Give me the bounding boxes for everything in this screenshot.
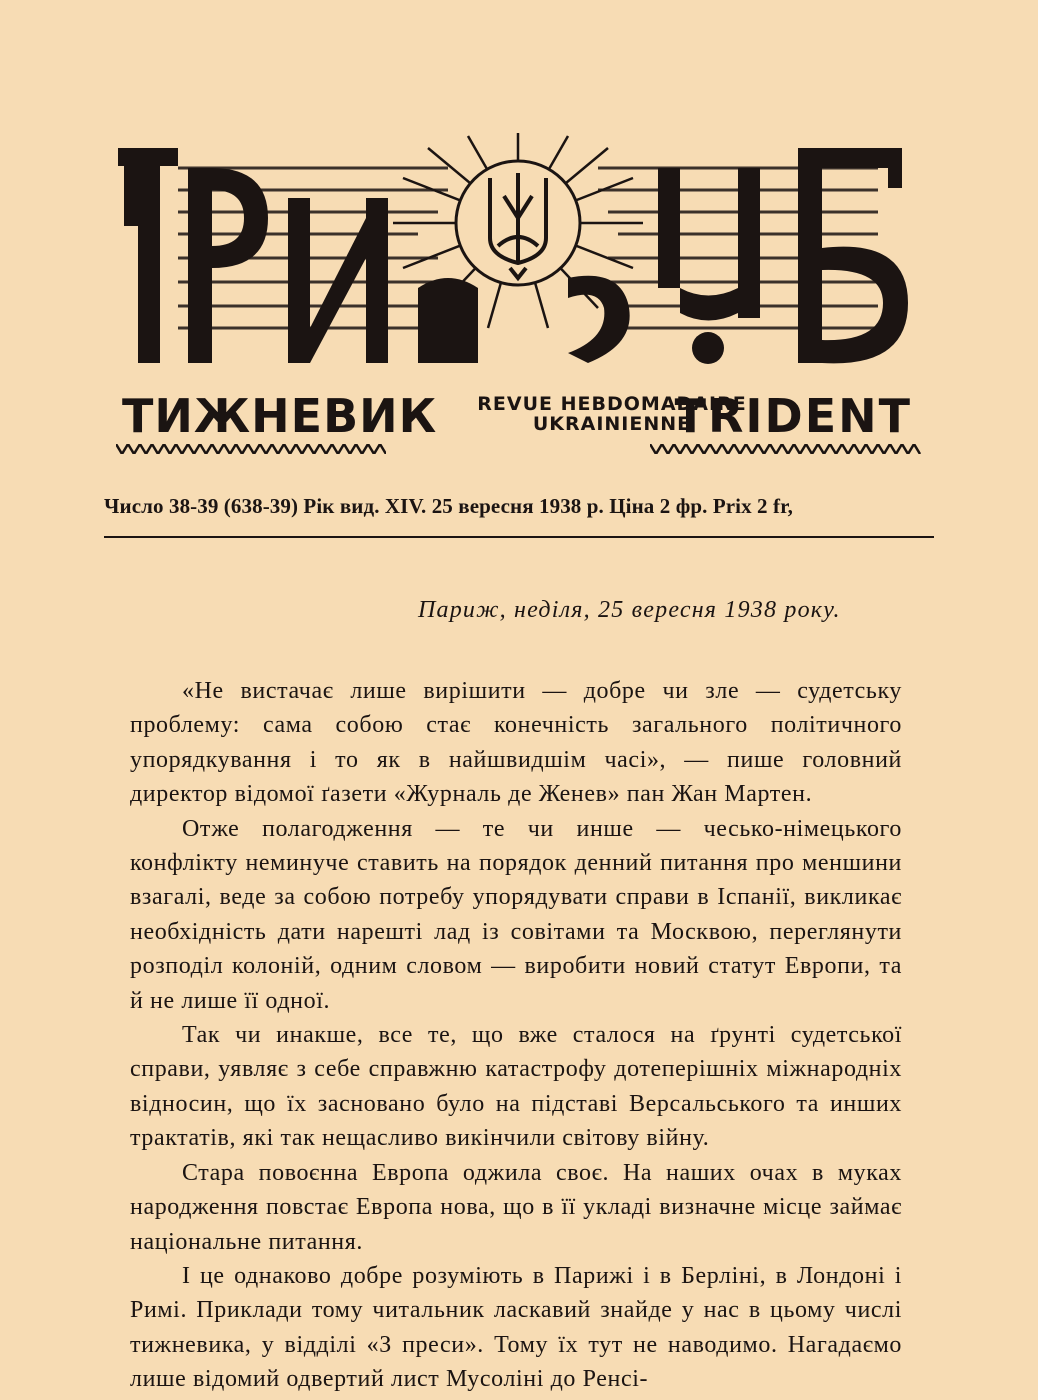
trident-label: TRIDENT [674, 389, 912, 443]
article-body [130, 674, 902, 1397]
paragraph: Так чи инакше, все те, що вже сталося на ґрунті судетської справи, уявляє з себе справжню катастрофу дотеперішніх міжнародніх відносин, що їх засновано було на підставі Версальського та инших трактатів, які так нещасливо викінчили світову війну. [130, 1022, 902, 1152]
zigzag-ornament-left [116, 444, 386, 454]
weekly-label: ТИЖНЕВИК [122, 389, 438, 443]
masthead-subtitle [116, 386, 922, 464]
revue-line-2: UKRAINIENNE [532, 413, 692, 435]
paragraph: І це однаково добре розуміють в Парижі і в Берліні, в Лондоні і Римі. Приклади тому читальник ласкавий знайде у нас в цьому числі тижневика, у відділі «З преси». Тому їх тут не наводимо. Нагадаємо лише відомий одвертий лист Мусоліні до Ренсі- [130, 1262, 902, 1393]
revue-line-1: REVUE HEBDOMADAIRE [477, 393, 747, 415]
zigzag-ornament-right [650, 444, 922, 454]
paragraph: Отже полагодження — те чи инше — чесько-німецького конфлікту неминуче ставить на порядок денний питання про меншини взагалі, веде за собою потребу упорядувати справи в Іспанії, викликає необхідність дати нарешті лад із совітами та Москвою, переглянути розподіл колоній, одним словом — виробити новий статут Европи, та й не лише її одної. [130, 815, 902, 1014]
header-divider [104, 536, 934, 538]
masthead-artwork [118, 128, 920, 378]
dateline: Париж, неділя, 25 вересня 1938 року. [418, 597, 841, 623]
issue-info: Число 38-39 (638-39) Рік вид. XIV. 25 вересня 1938 р. Ціна 2 фр. Prix 2 fr, [104, 494, 793, 518]
paragraph: «Не вистачає лише вирішити — добре чи зле — судетську проблему: сама собою стає конечність загального політичного упорядкування і то як в найшвидшім часі», — пише головний директор відомої ґазети «Журналь де Женев» пан Жан Мартен. [130, 678, 902, 808]
paragraph: Стара повоєнна Европа оджила своє. На наших очах в муках народження повстає Европа нова, що в її укладі визначне місце займає національне питання. [130, 1159, 902, 1255]
